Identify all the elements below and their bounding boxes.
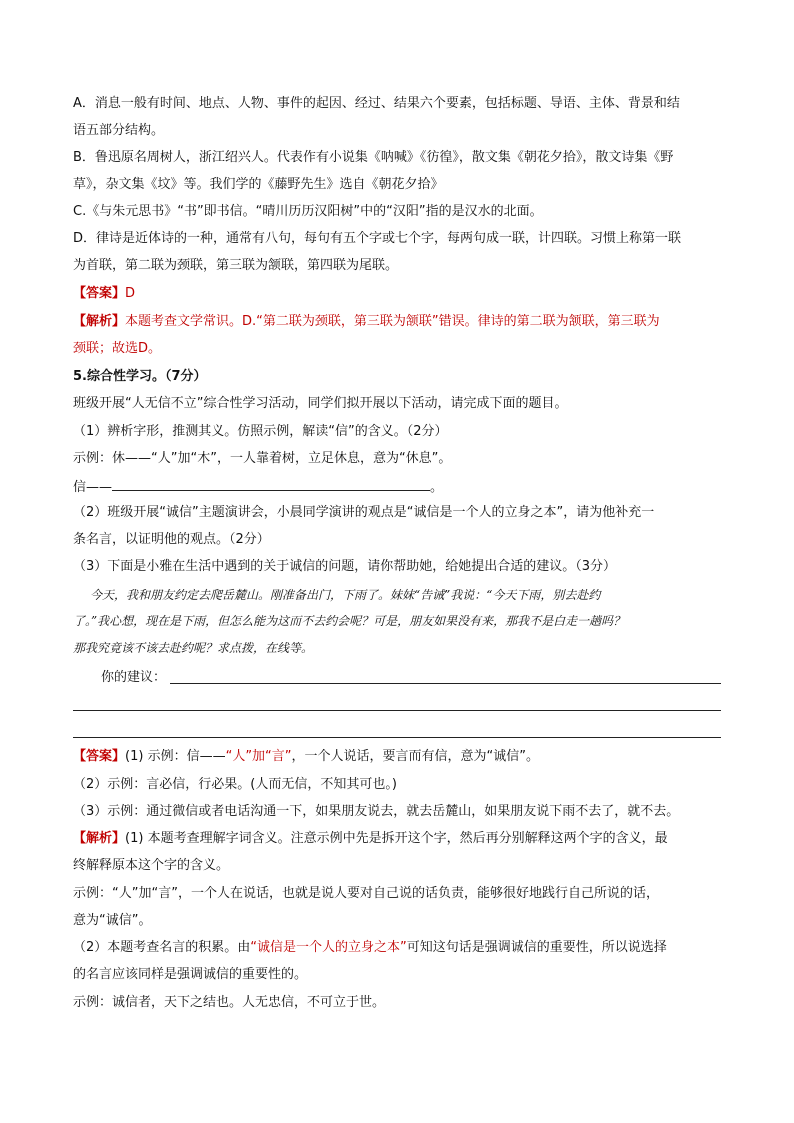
analysis-1-text: (1) 本题考查理解字词含义。注意示例中先是拆开这个字，然后再分别解释这两个字的含义，最: [125, 831, 668, 846]
blank-end: 。: [430, 480, 444, 495]
analysis-tag: 【解析】: [73, 314, 126, 329]
q5-sub3: （3）下面是小雅在生活中遇到的关于诚信的问题，请你帮助她，给她提出合适的建议。（3分）: [73, 559, 617, 574]
option-d-line2: 为首联，第二联为颈联，第三联为颔联，第四联为尾联。: [73, 258, 399, 273]
option-a-line2: 语五部分结构。: [73, 123, 165, 138]
analysis-5-red: “诚信是一个人的立身之本”: [250, 940, 407, 955]
answer-tag: 【答案】: [73, 286, 126, 301]
option-b-line1: B．鲁迅原名周树人，浙江绍兴人。代表作有小说集《呐喊》《彷徨》，散文集《朝花夕拾》，散文诗集《野: [73, 150, 674, 165]
q5-intro: 班级开展“人无信不立”综合性学习活动，同学们拟开展以下活动，请完成下面的题目。: [73, 396, 568, 411]
option-c: C.《与朱元思书》“书”即书信。“晴川历历汉阳树”中的“汉阳”指的是汉水的北面。: [73, 204, 543, 219]
q5-title: 5.综合性学习。（7分）: [73, 369, 207, 384]
q5-answer-1: [73, 748, 539, 766]
q4-analysis-line1: [73, 313, 660, 331]
q5-sub2-line1: （2）班级开展“诚信”主题演讲会，小晨同学演讲的观点是“诚信是一个人的立身之本”，请为他补充一: [73, 505, 655, 520]
analysis-tag: 【解析】: [73, 831, 126, 846]
q5-answer-2: （2）示例：言必信，行必果。(人而无信，不知其可也。): [73, 777, 397, 792]
analysis-5-pre: （2）本题考查名言的积累。由: [73, 940, 251, 955]
q5-sub2-line2: 条名言，以证明他的观点。（2分）: [73, 532, 270, 547]
story-line1: 今天，我和朋友约定去爬岳麓山。刚准备出门，下雨了。妹妹“告诫”我说：“今天下雨，别去赴约: [90, 588, 601, 602]
answer-1-post: ，一个人说话，要言而有信，意为“诚信”。: [291, 749, 540, 764]
suggestion-label: 你的建议：: [101, 670, 167, 685]
q5-analysis-5: [73, 939, 667, 957]
q5-sub1: （1）辨析字形，推测其义。仿照示例，解读“信”的含义。（2分）: [73, 424, 448, 439]
q4-answer: [73, 285, 135, 303]
analysis-5-post: 可知这句话是强调诚信的重要性，所以说选择: [406, 940, 667, 955]
suggestion-line-2[interactable]: [73, 710, 721, 711]
q4-analysis-line2: 颈联；故选D。: [73, 341, 162, 356]
option-d-line1: D．律诗是近体诗的一种，通常有八句，每句有五个字或七个字，每两句成一联，计四联。习惯上称第一联: [73, 231, 682, 246]
q5-analysis-2: 终解释原本这个字的含义。: [73, 858, 230, 873]
answer-tag: 【答案】: [73, 749, 126, 764]
answer-text: D: [125, 286, 136, 301]
answer-1-red: “人”加“言”: [225, 749, 292, 764]
q5-analysis-3: 示例：“人”加“言”，一个人在说话，也就是说人要对自己说的话负责，能够很好地践行自己所说的话，: [73, 886, 659, 901]
q5-analysis-4: 意为“诚信”。: [73, 913, 152, 928]
answer-1-pre: (1) 示例：信——: [125, 749, 226, 764]
analysis-text: 本题考查文学常识。D.“第二联为颈联，第三联为颔联”错误。律诗的第二联为颔联，第三联为: [125, 314, 660, 329]
option-b-line2: 草》，杂文集《坟》等。我们学的《藤野先生》选自《朝花夕拾》: [73, 177, 444, 192]
option-a-line1: A．消息一般有时间、地点、人物、事件的起因、经过、结果六个要素，包括标题、导语、主体、背景和结: [73, 96, 680, 111]
q5-answer-3: （3）示例：通过微信或者电话沟通一下，如果朋友说去，就去岳麓山，如果朋友说下雨不去了，就不去。: [73, 804, 680, 819]
q5-analysis-1: [73, 830, 668, 848]
q5-analysis-7: 示例：诚信者，天下之结也。人无忠信，不可立于世。: [73, 995, 386, 1010]
story-line3: 那我究竟该不该去赴约呢？求点拨，在线等。: [73, 641, 314, 655]
q5-example: 示例：休——“人”加“木”，一人靠着树，立足休息，意为“休息”。: [73, 451, 452, 466]
blank-label: 信——: [73, 480, 113, 495]
q5-analysis-6: 的名言应该同样是强调诚信的重要性的。: [73, 967, 308, 982]
suggestion-line-1[interactable]: [170, 683, 721, 684]
answer-blank[interactable]: [112, 477, 430, 491]
q5-blank-line: [73, 477, 443, 497]
story-line2: 了。”我心想，现在是下雨，但怎么能为这而不去约会呢？可是，朋友如果没有来，那我不是白走一趟吗？: [73, 614, 626, 628]
suggestion-line-3[interactable]: [73, 737, 721, 738]
